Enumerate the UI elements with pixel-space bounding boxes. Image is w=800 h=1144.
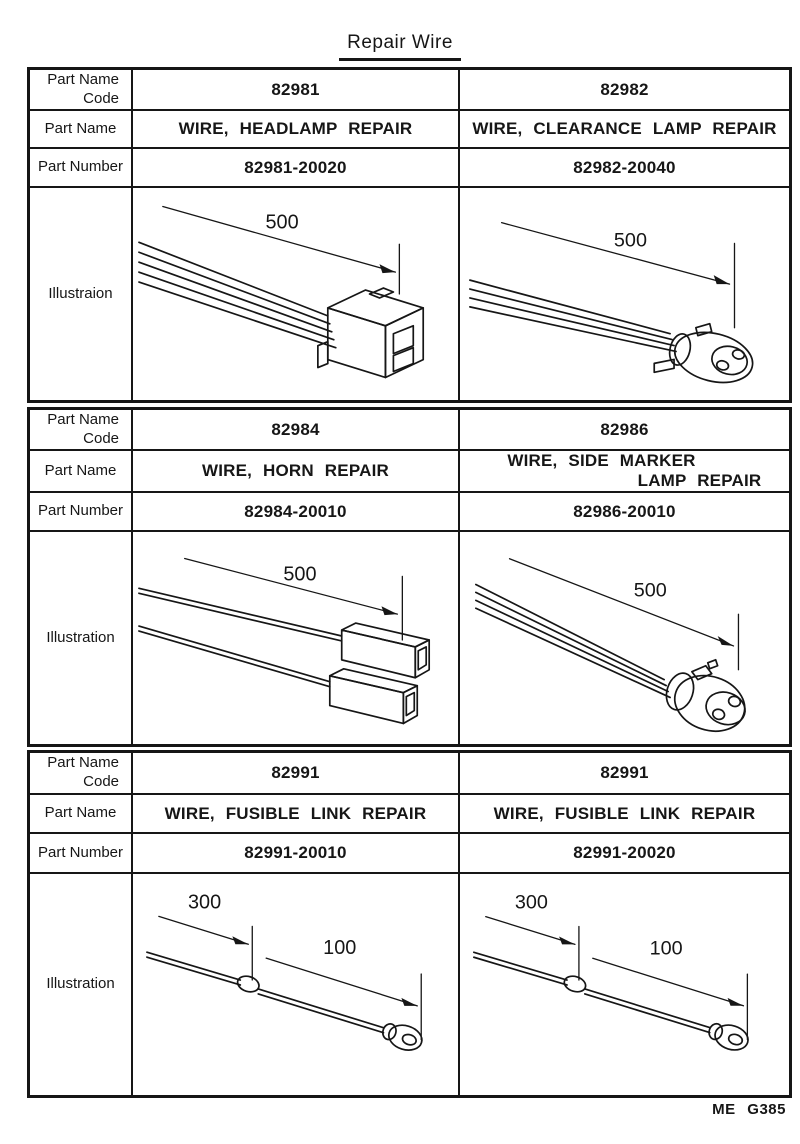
row-label-part-name: Part Name: [30, 451, 133, 493]
connector-drawing: [460, 188, 789, 400]
row-label-part-number: Part Number: [30, 834, 133, 874]
part-number-value: 82982-20040: [460, 149, 789, 188]
part-code-value: 82981: [133, 70, 460, 111]
part-number-value: 82984-20010: [133, 493, 460, 532]
illustration-headlamp-wire: [133, 188, 460, 400]
wire-lines: [147, 952, 384, 1033]
part-number-value: 82991-20020: [460, 834, 789, 874]
connector-drawing: [330, 623, 429, 723]
dimension-label: 100: [323, 937, 357, 960]
illustration-fusible-link-wire: [133, 874, 460, 1095]
illustration-clearance-lamp-wire: [460, 188, 789, 400]
dimension-label: 500: [265, 211, 299, 234]
illustration-fusible-link-wire: [460, 874, 789, 1095]
row-label-part-name-code: Part Name Code: [30, 410, 133, 451]
headlamp-wire-drawing: [133, 188, 458, 400]
wire-lines: [139, 588, 342, 686]
part-code-value: 82991: [133, 753, 460, 795]
part-number-value: 82991-20010: [133, 834, 460, 874]
part-number-value: 82986-20010: [460, 493, 789, 532]
dimension-label: 500: [283, 563, 317, 586]
horn-wire-drawing: [133, 532, 458, 744]
row-label-part-name: Part Name: [30, 795, 133, 834]
part-name-value: WIRE, CLEARANCE LAMP REPAIR: [460, 111, 789, 149]
connector-drawing: [460, 874, 789, 1095]
illustration-side-marker-wire: [460, 532, 789, 744]
page-title-wrap: [0, 32, 800, 61]
row-label-part-name: Part Name: [30, 111, 133, 149]
part-name-value: WIRE, SIDE MARKER LAMP REPAIR: [460, 451, 789, 493]
connector-drawing: [236, 974, 425, 1054]
part-name-value: WIRE, FUSIBLE LINK REPAIR: [460, 795, 789, 834]
page-title: Repair Wire: [339, 32, 461, 61]
dimension-label: 500: [613, 229, 647, 252]
part-name-value: WIRE, HORN REPAIR: [133, 451, 460, 493]
page-code: ME G385: [712, 1101, 786, 1118]
row-label-part-name-code: Part Name Code: [30, 753, 133, 795]
row-label-illustration: Illustration: [30, 874, 133, 1095]
part-number-value: 82981-20020: [133, 149, 460, 188]
row-label-part-number: Part Number: [30, 149, 133, 188]
row-label-illustration: Illustration: [30, 532, 133, 744]
connector-drawing: [460, 532, 789, 744]
parts-table-1: [27, 67, 792, 403]
part-code-value: 82984: [133, 410, 460, 451]
row-label-illustration: Illustraion: [30, 188, 133, 400]
fusible-link-drawing: [133, 874, 458, 1095]
part-code-value: 82986: [460, 410, 789, 451]
part-name-value: WIRE, HEADLAMP REPAIR: [133, 111, 460, 149]
illustration-horn-wire: [133, 532, 460, 744]
row-label-part-number: Part Number: [30, 493, 133, 532]
parts-table-2: [27, 407, 792, 747]
dimension-label: 100: [649, 937, 683, 960]
part-code-value: 82982: [460, 70, 789, 111]
dimension-label: 500: [633, 579, 667, 602]
wire-lines: [139, 242, 336, 347]
row-label-part-name-code: Part Name Code: [30, 70, 133, 111]
connector-drawing: [318, 288, 423, 377]
dimension-label: 300: [514, 891, 548, 914]
dimension-label: 300: [187, 891, 222, 914]
part-code-value: 82991: [460, 753, 789, 795]
parts-table-3: [27, 750, 792, 1098]
part-name-value: WIRE, FUSIBLE LINK REPAIR: [133, 795, 460, 834]
